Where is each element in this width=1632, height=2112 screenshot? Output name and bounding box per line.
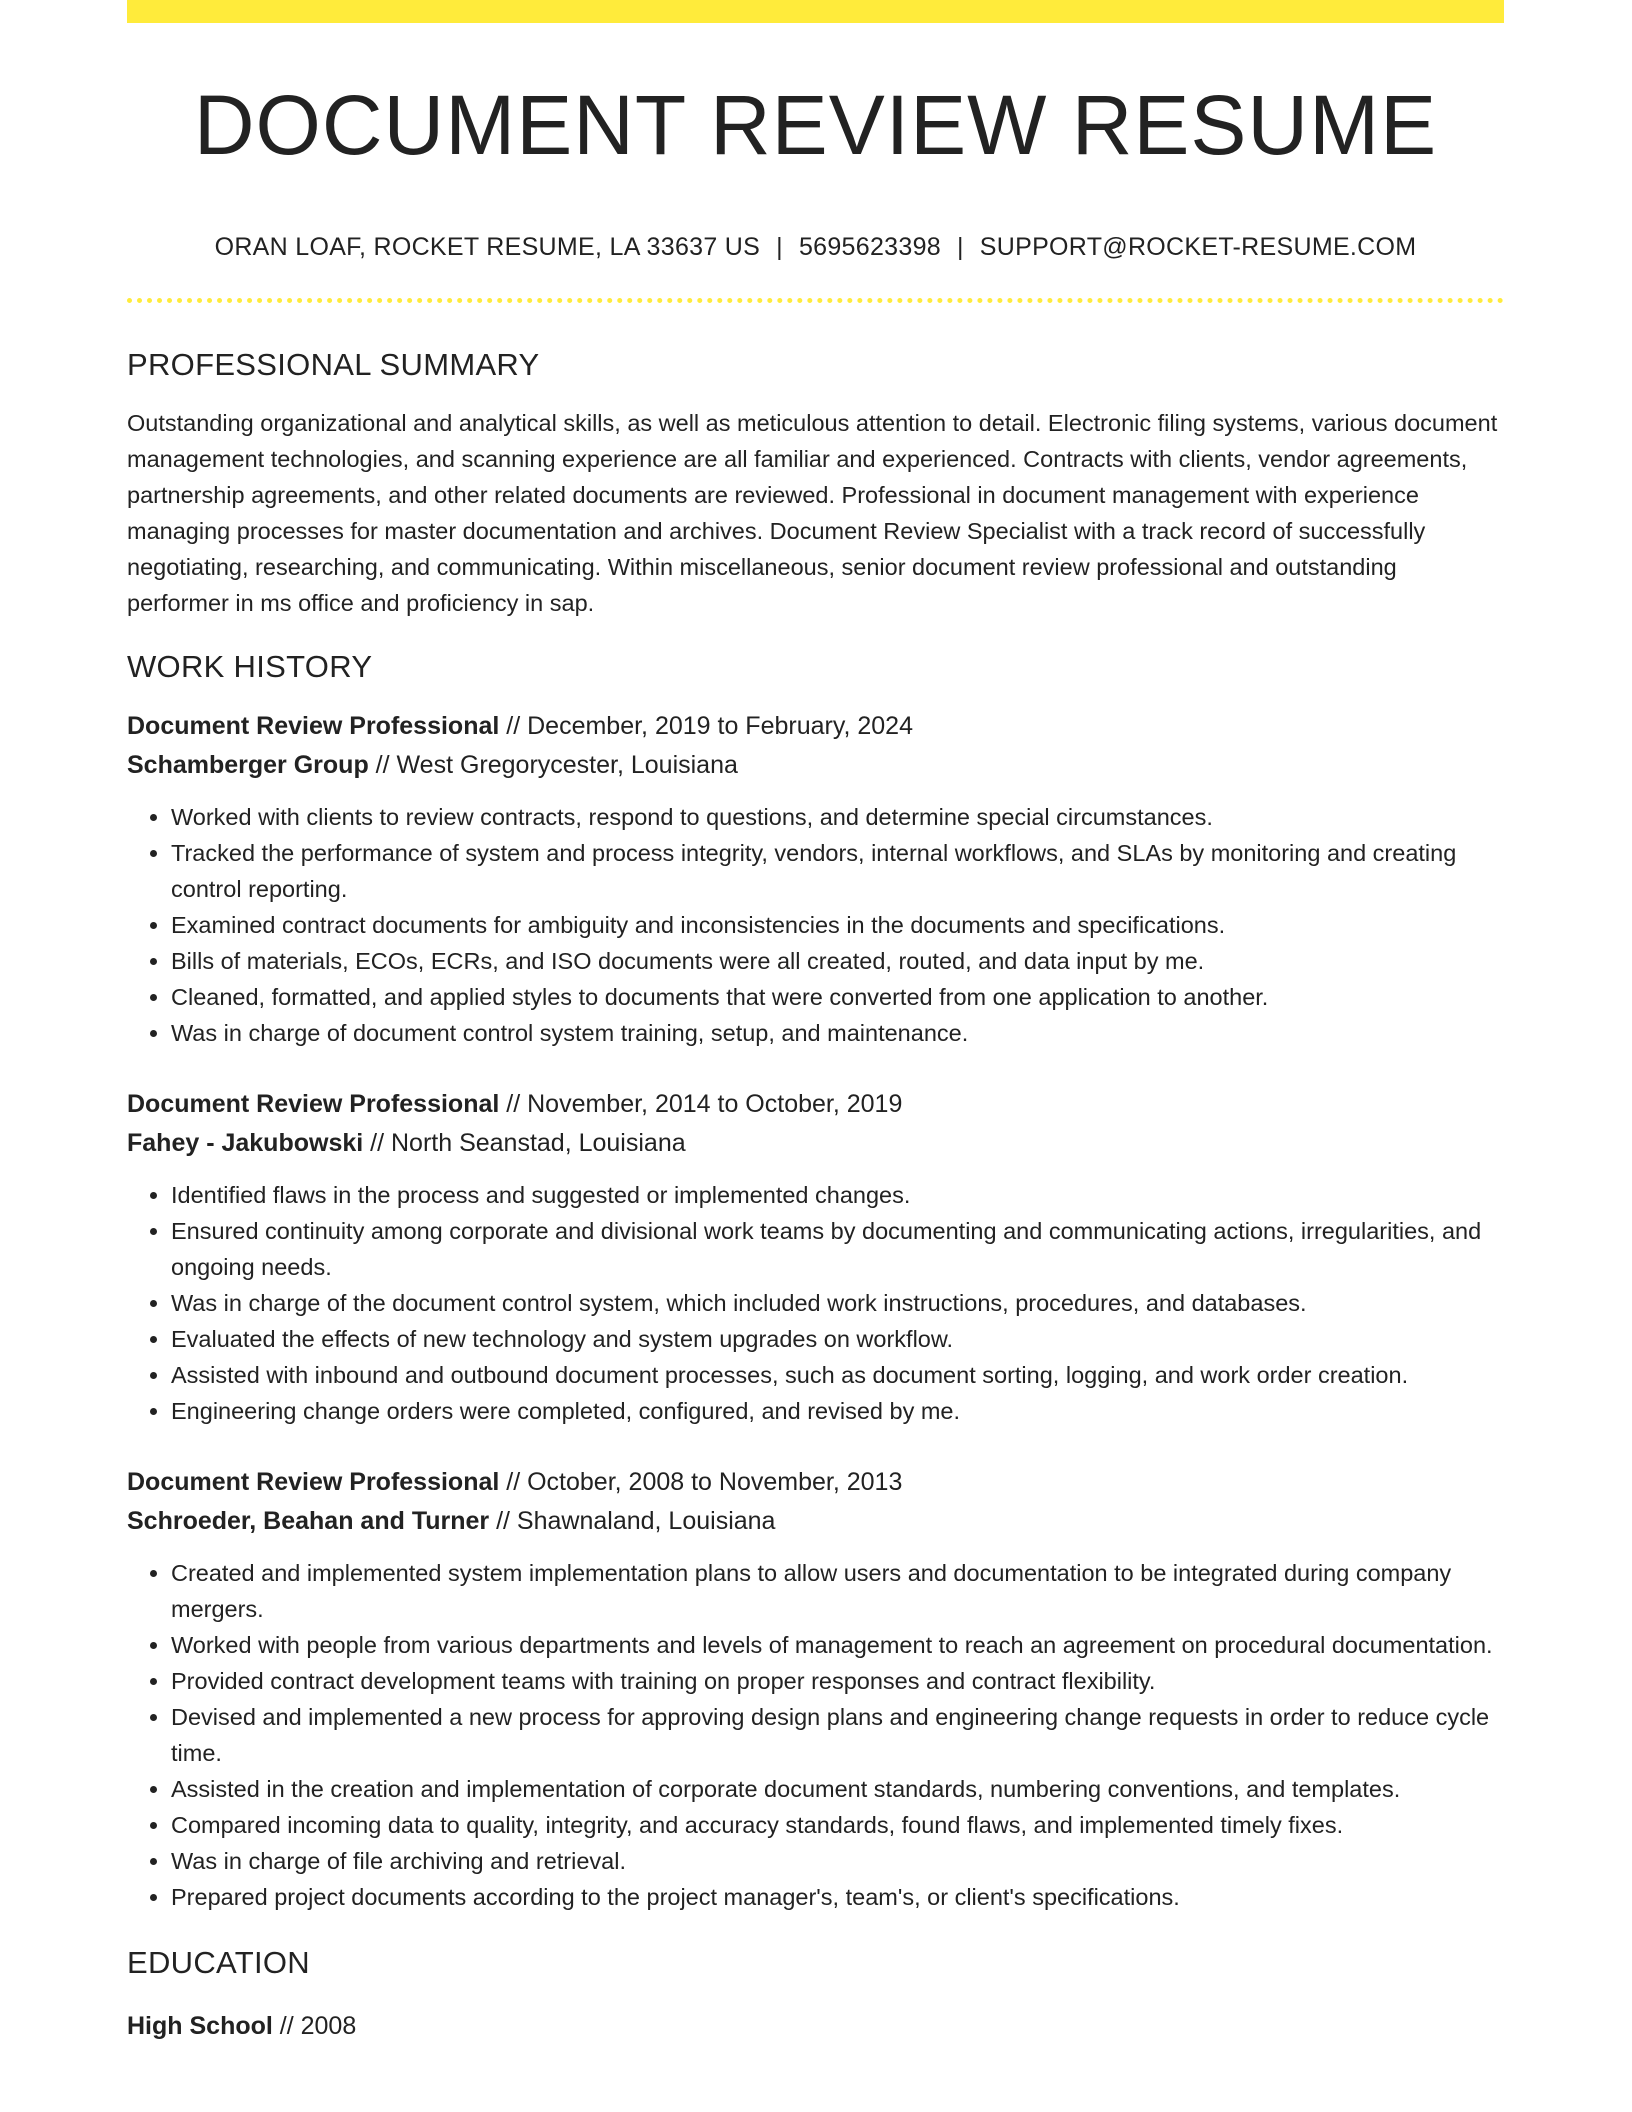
job-bullets [127, 1555, 1504, 1915]
job-dates: // October, 2008 to November, 2013 [499, 1468, 903, 1496]
education-entry [127, 2007, 1504, 2046]
job-dates: // December, 2019 to February, 2024 [499, 712, 913, 740]
job-title: Document Review Professional [127, 1090, 500, 1118]
job-bullet: • Was in charge of file archiving and retrieval. [171, 1843, 1504, 1879]
contact-line [127, 233, 1504, 262]
job-title-line [127, 707, 1504, 746]
contact-address: ORAN LOAF, ROCKET RESUME, LA 33637 US [214, 233, 761, 261]
contact-separator: | [776, 233, 783, 261]
resume-title: DOCUMENT REVIEW RESUME [193, 78, 1438, 172]
education-degree: High School [127, 2012, 273, 2040]
job-location: // West Gregorycester, Louisiana [368, 751, 738, 779]
job-bullet: • Compared incoming data to quality, integrity, and accuracy standards, found flaws, and implemented timely fixes. [171, 1807, 1504, 1843]
education-year: // 2008 [272, 2012, 357, 2040]
summary-heading: PROFESSIONAL SUMMARY [127, 347, 540, 382]
job-bullet: • Evaluated the effects of new technology and system upgrades on workflow. [171, 1321, 1504, 1357]
job-bullet: • Created and implemented system implementation plans to allow users and documentation to be integrated during company mergers. [171, 1555, 1504, 1627]
job-bullet: • Worked with clients to review contracts, respond to questions, and determine special circumstances. [171, 799, 1504, 835]
job-bullet: • Cleaned, formatted, and applied styles to documents that were converted from one application to another. [171, 979, 1504, 1015]
job-bullet: • Provided contract development teams with training on proper responses and contract flexibility. [171, 1663, 1504, 1699]
job-entry [127, 707, 1504, 1051]
job-bullets [127, 1177, 1504, 1429]
job-title-line [127, 1463, 1504, 1502]
job-company: Schamberger Group [127, 751, 369, 779]
job-bullets [127, 799, 1504, 1051]
job-dates: // November, 2014 to October, 2019 [499, 1090, 903, 1118]
job-title: Document Review Professional [127, 712, 500, 740]
job-bullet: • Was in charge of document control system training, setup, and maintenance. [171, 1015, 1504, 1051]
job-company: Fahey - Jakubowski [127, 1129, 364, 1157]
job-bullet: • Examined contract documents for ambiguity and inconsistencies in the documents and specifications. [171, 907, 1504, 943]
job-bullet: • Prepared project documents according to the project manager's, team's, or client's specifications. [171, 1879, 1504, 1915]
work-history-heading: WORK HISTORY [127, 649, 373, 684]
job-bullet: • Tracked the performance of system and process integrity, vendors, internal workflows, and SLAs by monitoring and creating control reporting. [171, 835, 1504, 907]
job-bullet: • Devised and implemented a new process for approving design plans and engineering change requests in order to reduce cycle time. [171, 1699, 1504, 1771]
contact-email: SUPPORT@ROCKET-RESUME.COM [979, 233, 1417, 261]
job-company: Schroeder, Beahan and Turner [127, 1507, 490, 1535]
education-heading: EDUCATION [127, 1945, 310, 1980]
resume-page [127, 0, 1504, 2046]
job-title: Document Review Professional [127, 1468, 500, 1496]
job-bullet: • Worked with people from various departments and levels of management to reach an agreement on procedural documentation. [171, 1627, 1504, 1663]
job-entry [127, 1085, 1504, 1429]
job-bullet: • Was in charge of the document control system, which included work instructions, procedures, and databases. [171, 1285, 1504, 1321]
job-bullet: • Assisted in the creation and implementation of corporate document standards, numbering conventions, and templates. [171, 1771, 1504, 1807]
dotted-divider [127, 298, 1504, 303]
job-bullet: • Ensured continuity among corporate and divisional work teams by documenting and communicating actions, irregularities, and ongoing needs. [171, 1213, 1504, 1285]
job-title-line [127, 1085, 1504, 1124]
accent-top-bar [127, 0, 1504, 23]
job-location: // North Seanstad, Louisiana [363, 1129, 686, 1157]
job-bullet: • Identified flaws in the process and suggested or implemented changes. [171, 1177, 1504, 1213]
job-location: // Shawnaland, Louisiana [489, 1507, 776, 1535]
job-bullet: • Bills of materials, ECOs, ECRs, and ISO documents were all created, routed, and data input by me. [171, 943, 1504, 979]
job-company-line [127, 1124, 1504, 1163]
job-company-line [127, 746, 1504, 785]
job-bullet: • Engineering change orders were completed, configured, and revised by me. [171, 1393, 1504, 1429]
job-company-line [127, 1502, 1504, 1541]
contact-phone: 5695623398 [798, 233, 941, 261]
summary-text: Outstanding organizational and analytical skills, as well as meticulous attention to detail. Electronic filing systems, various document management technologies, and scanning experience are all familiar and experienced. Contracts with clients, vendor agreements, partnership agreements, and other related documents are reviewed. Professional in document management with experience managing processes for master documentation and archives. Document Review Specialist with a track record of successfully negotiating, researching, and communicating. Within miscellaneous, senior document review professional and outstanding performer in ms office and proficiency in sap. [127, 410, 1498, 616]
job-entry [127, 1463, 1504, 1915]
contact-separator: | [956, 233, 964, 261]
job-bullet: • Assisted with inbound and outbound document processes, such as document sorting, logging, and work order creation. [171, 1357, 1504, 1393]
